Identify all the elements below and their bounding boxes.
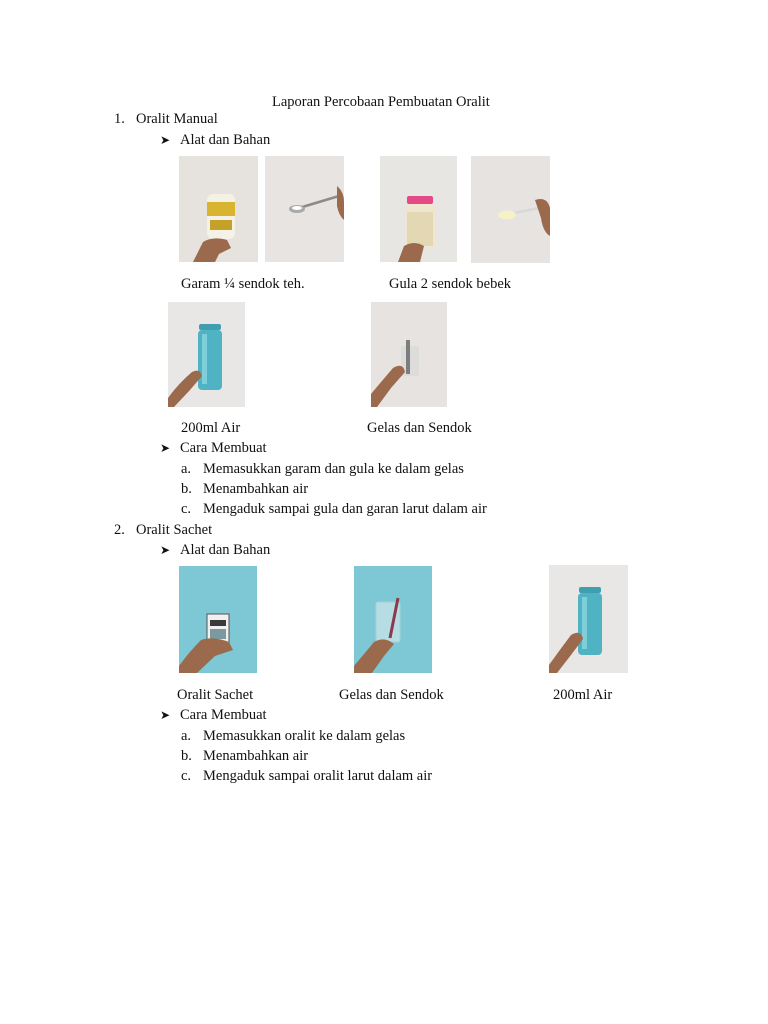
caption-water: 200ml Air [181, 420, 241, 436]
section1-heading: Oralit Manual [136, 111, 218, 127]
section2-step-marker: b. [181, 748, 192, 764]
caption-glass-spoon-2: Gelas dan Sendok [339, 687, 444, 703]
section1-number: 1. [114, 111, 125, 127]
section1-tools-heading: ➤ Alat dan Bahan [160, 132, 271, 148]
section2-step-marker: c. [181, 768, 192, 784]
section2-step-text: Mengaduk sampai oralit larut dalam air [203, 768, 433, 784]
arrowhead-bullet-icon: ➤ [160, 133, 171, 147]
page-title: Laporan Percobaan Pembuatan Oralit [272, 94, 490, 110]
section1-step-text: Menambahkan air [203, 481, 309, 497]
arrowhead-bullet-icon: ➤ [160, 543, 171, 557]
caption-glass-spoon: Gelas dan Sendok [367, 420, 472, 436]
arrowhead-bullet-icon: ➤ [160, 441, 171, 455]
caption-salt: Garam ¼ sendok teh. [181, 276, 305, 292]
section2-heading: Oralit Sachet [136, 522, 213, 538]
caption-sugar: Gula 2 sendok bebek [389, 276, 512, 292]
sachet-photo [179, 566, 257, 673]
salt-spoon-photo [265, 156, 344, 262]
section2-step-text: Memasukkan oralit ke dalam gelas [203, 728, 406, 744]
caption-water-2: 200ml Air [553, 687, 613, 703]
glass-spoon-photo-2 [354, 566, 432, 673]
section1-step-text: Memasukkan garam dan gula ke dalam gelas [203, 461, 464, 477]
section1-step-marker: c. [181, 501, 192, 517]
caption-sachet: Oralit Sachet [177, 687, 254, 703]
section1-method-heading: ➤ Cara Membuat [160, 440, 267, 456]
section2-number: 2. [114, 522, 125, 538]
salt-jar-photo [179, 156, 258, 262]
section2-method-heading: ➤ Cara Membuat [160, 707, 267, 723]
section1-step-marker: a. [181, 461, 192, 477]
section1-step-text: Mengaduk sampai gula dan garan larut dalam air [203, 501, 487, 517]
section2-step-marker: a. [181, 728, 192, 744]
section2-step-text: Menambahkan air [203, 748, 309, 764]
glass-spoon-photo-1 [371, 302, 447, 407]
water-bottle-photo-2 [549, 565, 628, 673]
section1-step-marker: b. [181, 481, 192, 497]
water-bottle-photo [168, 302, 245, 407]
sugar-jar-photo [380, 156, 457, 262]
sugar-spoon-photo [471, 156, 550, 263]
section2-tools-heading: ➤ Alat dan Bahan [160, 542, 271, 558]
arrowhead-bullet-icon: ➤ [160, 708, 171, 722]
